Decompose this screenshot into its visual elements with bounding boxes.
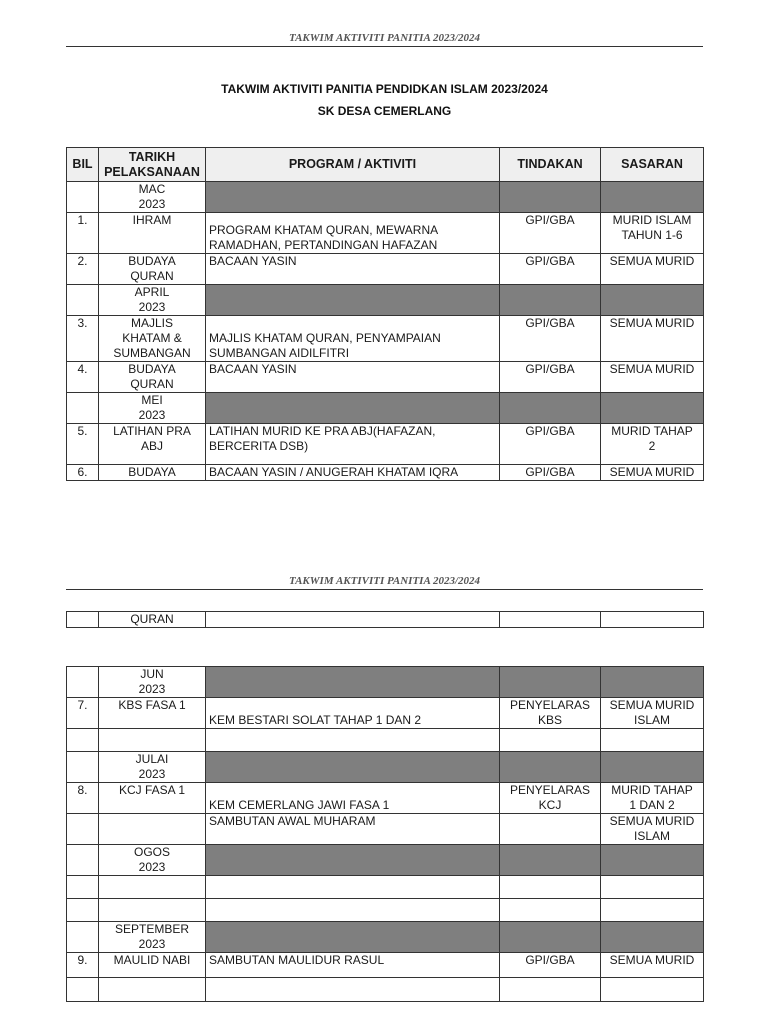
document-title: TAKWIM AKTIVITI PANITIA PENDIDKAN ISLAM 2023/2024 — [221, 82, 548, 96]
table-row-empty — [67, 978, 704, 1002]
month-row-september — [67, 922, 704, 953]
schedule-table-2 — [66, 666, 704, 1002]
running-header: TAKWIM AKTIVITI PANITIA 2023/2024 — [66, 32, 703, 47]
month-row-jun — [67, 667, 704, 698]
month-label: SEPTEMBER 2023 — [99, 922, 206, 953]
month-row-mei — [67, 393, 704, 424]
document-subtitle: SK DESA CEMERLANG — [317, 104, 452, 118]
running-header-page-2: TAKWIM AKTIVITI PANITIA 2023/2024 — [66, 575, 703, 590]
table-row: 1. IHRAM PROGRAM KHATAM QURAN, MEWARNA RAMADHAN, PERTANDINGAN HAFAZAN GPI/GBA MURID ISLAM TAHUN 1-6 — [67, 213, 704, 254]
schedule-table-continuation — [66, 611, 704, 628]
col-bil: BIL — [67, 148, 99, 182]
month-label: MAC 2023 — [99, 182, 206, 213]
month-label: MEI 2023 — [99, 393, 206, 424]
col-tarikh: TARIKH PELAKSANAAN — [99, 148, 206, 182]
table-row: SAMBUTAN AWAL MUHARAM SEMUA MURID ISLAM — [67, 814, 704, 845]
table-row: 2. BUDAYA QURAN BACAAN YASIN GPI/GBA SEMUA MURID — [67, 254, 704, 285]
table-row-empty — [67, 876, 704, 899]
month-row-april — [67, 285, 704, 316]
month-row-julai — [67, 752, 704, 783]
table-row: QURAN — [67, 612, 704, 628]
table-row-empty — [67, 899, 704, 922]
table-row: 5. LATIHAN PRA ABJ LATIHAN MURID KE PRA ABJ(HAFAZAN, BERCERITA DSB) GPI/GBA MURID TAHAP 2 — [67, 424, 704, 465]
table-row: 8. KCJ FASA 1 KEM CEMERLANG JAWI FASA 1 PENYELARAS KCJ MURID TAHAP 1 DAN 2 — [67, 783, 704, 814]
month-label: APRIL 2023 — [99, 285, 206, 316]
month-label: OGOS 2023 — [99, 845, 206, 876]
col-tindakan: TINDAKAN — [500, 148, 601, 182]
table-row-empty — [67, 729, 704, 752]
table-row: 4. BUDAYA QURAN BACAAN YASIN GPI/GBA SEMUA MURID — [67, 362, 704, 393]
col-sasaran: SASARAN — [601, 148, 704, 182]
table-row: 7. KBS FASA 1 KEM BESTARI SOLAT TAHAP 1 DAN 2 PENYELARAS KBS SEMUA MURID ISLAM — [67, 698, 704, 729]
month-label: JUN 2023 — [99, 667, 206, 698]
table-row: 9. MAULID NABI SAMBUTAN MAULIDUR RASUL GPI/GBA SEMUA MURID — [67, 953, 704, 978]
month-label: JULAI 2023 — [99, 752, 206, 783]
table-row: 3. MAJLIS KHATAM & SUMBANGAN MAJLIS KHATAM QURAN, PENYAMPAIAN SUMBANGAN AIDILFITRI GPI/GBA SEMUA MURID — [67, 316, 704, 362]
month-row-ogos — [67, 845, 704, 876]
header-row — [67, 148, 704, 182]
col-program: PROGRAM / AKTIVITI — [206, 148, 500, 182]
table-row: 6. BUDAYA BACAAN YASIN / ANUGERAH KHATAM IQRA GPI/GBA SEMUA MURID — [67, 465, 704, 481]
schedule-table-1 — [66, 147, 704, 481]
month-row-mac — [67, 182, 704, 213]
